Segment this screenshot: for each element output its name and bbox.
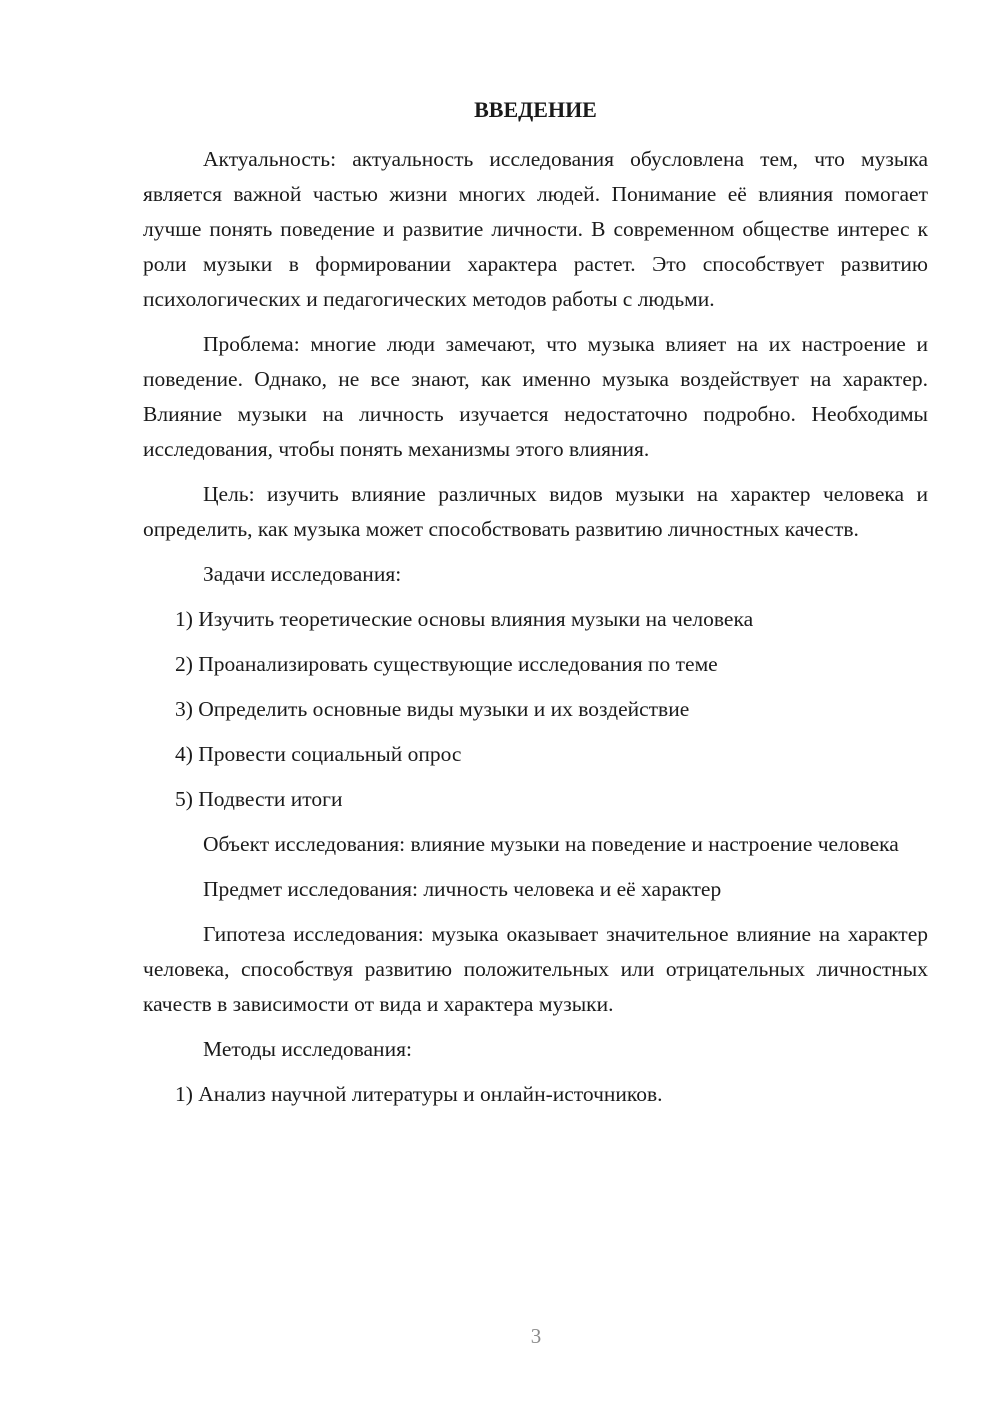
section-heading: ВВЕДЕНИЕ — [474, 97, 597, 122]
problem-paragraph: Проблема: многие люди замечают, что музыка влияет на их настроение и поведение. Однако, не все знают, как именно музыка воздействует на характер. Влияние музыки на личность изучается недостаточно подробно. Необходимы исследования, чтобы понять механизмы этого влияния. — [143, 332, 928, 461]
object-paragraph: Объект исследования: влияние музыки на поведение и настроение человека — [203, 832, 899, 856]
tasks-list — [143, 602, 928, 817]
methods-list — [143, 1077, 928, 1112]
hypothesis-paragraph: Гипотеза исследования: музыка оказывает значительное влияние на характер человека, способствуя развитию положительных или отрицательных личностных качеств в зависимости от вида и характера музыки. — [143, 922, 928, 1016]
goal-paragraph: Цель: изучить влияние различных видов музыки на характер человека и определить, как музыка может способствовать развитию личностных качеств. — [143, 482, 928, 541]
tasks-title: Задачи исследования: — [203, 562, 402, 586]
task-item: 2) Проанализировать существующие исследования по теме — [175, 652, 718, 676]
task-item: 4) Провести социальный опрос — [175, 742, 462, 766]
relevance-paragraph: Актуальность: актуальность исследования обусловлена тем, что музыка является важной частью жизни многих людей. Понимание её влияния помогает лучше понять поведение и развитие личности. В современном обществе интерес к роли музыки в формировании характера растет. Это способствует развитию психологических и педагогических методов работы с людьми. — [143, 147, 928, 311]
subject-paragraph: Предмет исследования: личность человека и её характер — [203, 877, 722, 901]
task-item: 5) Подвести итоги — [175, 787, 343, 811]
task-item: 1) Изучить теоретические основы влияния музыки на человека — [175, 607, 754, 631]
page-number: 3 — [530, 1324, 542, 1348]
page-content — [143, 95, 928, 1122]
task-item: 3) Определить основные виды музыки и их воздействие — [175, 697, 690, 721]
methods-title: Методы исследования: — [203, 1037, 412, 1061]
method-item: 1) Анализ научной литературы и онлайн-источников. — [175, 1082, 663, 1106]
